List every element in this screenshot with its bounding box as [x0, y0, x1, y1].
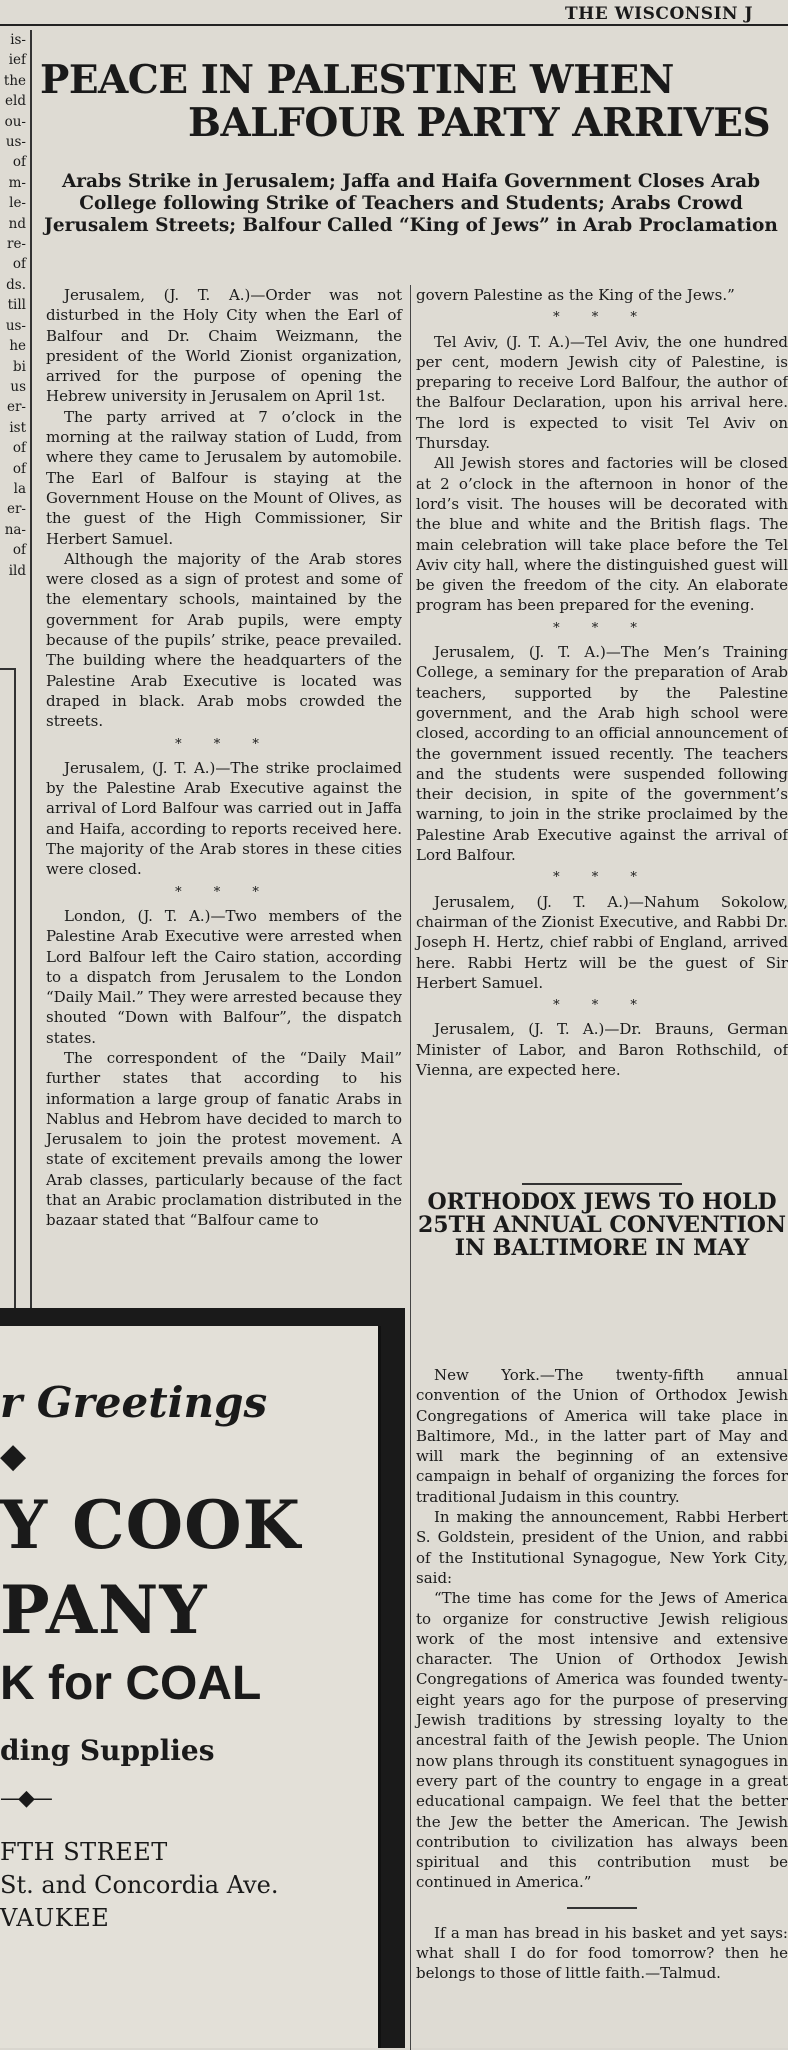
paragraph: New York.—The twenty-fifth annual convention of the Union of Orthodox Jewish Congregations of America will take place in Baltimore, Md., in the latter part of May and will mark the beginning of an extensive campaign in behalf of organizing the forces for traditional Judaism in this country.: [416, 1366, 788, 1506]
second-headline: ORTHODOX JEWS TO HOLD 25TH ANNUAL CONVENTION IN BALTIMORE IN MAY: [417, 1189, 787, 1261]
left-box-border: [0, 668, 16, 1312]
left-fragment: re-: [6, 236, 26, 253]
left-fragment: till: [7, 297, 26, 314]
paragraph: Although the majority of the Arab stores were closed as a sign of protest and some of the elementary schools, maintained by the government for Arab pupils, were empty because of the pupils’ strike, peace prevailed. The building where the headquarters of the Palestine Arab Executive is located was draped in black. Arab mobs crowded the streets.: [46, 549, 402, 731]
advertisement-panel: [0, 1326, 381, 2048]
separator-stars: * * *: [553, 310, 651, 326]
left-fragment: ist: [9, 419, 26, 436]
ad-address-line-3: VAUKEE: [0, 1904, 110, 1932]
diamond-icon: ◆: [0, 1436, 27, 1476]
masthead: THE WISCONSIN J: [565, 4, 754, 24]
divider: [567, 1907, 637, 1909]
left-fragment: is-: [10, 32, 26, 48]
left-fragment: bi: [13, 358, 26, 375]
left-fragment: ds.: [6, 276, 26, 293]
ad-coal-line: K for COAL: [0, 1657, 262, 1710]
separator-stars: * * *: [175, 884, 273, 900]
paragraph: In making the announcement, Rabbi Herbert S. Goldstein, president of the Union, and rabbi of the Institutional Synagogue, New York City, said:: [416, 1508, 788, 1587]
ad-address-line-1: FTH STREET: [0, 1838, 168, 1866]
paragraph: “The time has come for the Jews of America to organize for constructive Jewish religious work of the most intensive and extensive character. The Union of Orthodox Jewish Congregations of America was founded twenty-eight years ago for the purpose of preserving Jewish traditions by stressing loyalty to the ancestral faith of the Jewish people. The Union now plans through its constituent synagogues in every part of the country to engage in a great educational campaign. We feel that the better the Jew the better the American. The Jewish contribution to civilization has always been spiritual and this contribution must be continued in America.”: [416, 1589, 788, 1892]
paragraph: The correspondent of the “Daily Mail” further states that according to his information a large group of fanatic Arabs in Nablus and Hebrom have decided to march to Jerusalem to join the protest movement. A state of excitement prevails among the lower Arab classes, particularly because of the fact that an Arabic proclamation distributed in the bazaar stated that “Balfour came to: [46, 1048, 402, 1230]
left-fragment: la: [13, 480, 26, 497]
left-fragment: er-: [6, 399, 26, 416]
paragraph: Jerusalem, (J. T. A.)—The Men’s Training College, a seminary for the preparation of Arab teachers, supported by the Palestine government, and the Arab high school were closed, according to an official announcement of the government issued recently. The teachers and the students were suspended following their decision, in spite of the government’s warning, to join in the strike proclaimed by the Palestine Arab Executive against the arrival of Lord Balfour.: [416, 643, 788, 865]
left-fragment: ild: [8, 562, 26, 579]
left-fragment: he: [9, 338, 26, 355]
separator-stars: * * *: [175, 736, 273, 752]
separator-stars: * * *: [553, 998, 651, 1014]
left-fragment: of: [12, 256, 26, 273]
left-fragment: us-: [5, 317, 26, 334]
left-fragment: le-: [9, 195, 26, 212]
headline-line-2: BALFOUR PARTY ARRIVES: [188, 100, 771, 146]
left-fragment: m-: [8, 174, 26, 191]
ad-greeting: r Greetings: [0, 1378, 268, 1427]
left-fragment: ief: [8, 52, 26, 69]
separator-stars: * * *: [553, 870, 651, 886]
second-headline-block: [416, 1183, 788, 1260]
left-fragment: of: [12, 154, 26, 171]
left-fragment: us-: [5, 134, 26, 151]
left-fragment: er-: [6, 501, 26, 518]
ad-company-line-2: PANY: [0, 1571, 208, 1649]
paragraph: Jerusalem, (J. T. A.)—Nahum Sokolow, chairman of the Zionist Executive, and Rabbi Dr. Joseph H. Hertz, chief rabbi of England, arrived here. Rabbi Hertz will be the guest of Sir Herbert Samuel.: [416, 892, 788, 992]
subheadline: Arabs Strike in Jerusalem; Jaffa and Haifa Government Closes Arab College following Strike of Teachers and Students; Arabs Crowd Jerusalem Streets; Balfour Called “King of Jews” in Arab Proclamation: [44, 171, 778, 236]
left-fragment: eld: [5, 93, 26, 110]
headline-rule: [522, 1183, 682, 1185]
paragraph: Tel Aviv, (J. T. A.)—Tel Aviv, the one hundred per cent, modern Jewish city of Palestine, is preparing to receive Lord Balfour, the author of the Balfour Declaration, upon his arrival here. The lord is expected to visit Tel Aviv on Thursday.: [416, 332, 788, 453]
left-fragment: nd: [8, 215, 26, 232]
paragraph: govern Palestine as the King of the Jews.”: [416, 286, 735, 304]
column-rule-left: [30, 30, 32, 1315]
left-fragment: of: [12, 440, 26, 457]
ad-company-line-1: Y COOK: [0, 1486, 301, 1564]
paragraph: London, (J. T. A.)—Two members of the Palestine Arab Executive were arrested when Lord Balfour left the Cairo station, according to a dispatch from Jerusalem to the London “Daily Mail.” They were arrested because they shouted “Down with Balfour”, the dispatch states.: [46, 906, 402, 1047]
article-column-b: [416, 285, 788, 1080]
talmud-quote: If a man has bread in his basket and yet says: what shall I do for food tomorrow? then he belongs to those of little faith.—Talmud.: [416, 1923, 788, 1983]
paragraph: The party arrived at 7 o’clock in the morning at the railway station of Ludd, from where they came to Jerusalem by automobile. The Earl of Balfour is staying at the Government House on the Mount of Olives, as the guest of the High Commissioner, Sir Herbert Samuel.: [46, 407, 402, 548]
advertisement: [0, 1308, 405, 2048]
paragraph: Jerusalem, (J. T. A.)—Order was not disturbed in the Holy City when the Earl of Balfour and Dr. Chaim Weizmann, the president of the World Zionist organization, arrived for the purpose of opening the Hebrew university in Jerusalem on April 1st.: [46, 286, 402, 406]
article-column-a: [46, 285, 402, 1231]
left-fragment: ou-: [4, 113, 26, 130]
left-column-fragments: [0, 30, 30, 655]
headline-line-1: PEACE IN PALESTINE WHEN: [40, 57, 674, 103]
left-fragment: na-: [4, 521, 26, 538]
left-fragment: of: [12, 542, 26, 559]
left-fragment: us: [10, 378, 26, 395]
left-fragment: of: [12, 460, 26, 477]
paragraph: Jerusalem, (J. T. A.)—Dr. Brauns, German Minister of Labor, and Baron Rothschild, of Vienna, are expected here.: [416, 1020, 788, 1079]
top-rule: [0, 24, 788, 26]
ornament-icon: —◆—: [0, 1786, 49, 1811]
paragraph: All Jewish stores and factories will be closed at 2 o’clock in the afternoon in honor of the lord’s visit. The houses will be decorated with the blue and white and the British flags. The main celebration will take place before the Tel Aviv city hall, where the distinguished guest will be given the freedom of the city. An elaborate program has been prepared for the evening.: [416, 454, 788, 615]
ad-address-line-2: St. and Concordia Ave.: [0, 1871, 279, 1899]
ad-supplies-line: ding Supplies: [0, 1734, 215, 1767]
column-rule-middle: [410, 285, 411, 2050]
paragraph: Jerusalem, (J. T. A.)—The strike proclaimed by the Palestine Arab Executive against the arrival of Lord Balfour was carried out in Jaffa and Haifa, according to reports received here. The majority of the Arab stores in these cities were closed.: [46, 758, 402, 879]
left-fragment: the: [3, 72, 26, 89]
article-column-c: [416, 1365, 788, 1984]
separator-stars: * * *: [553, 620, 651, 636]
